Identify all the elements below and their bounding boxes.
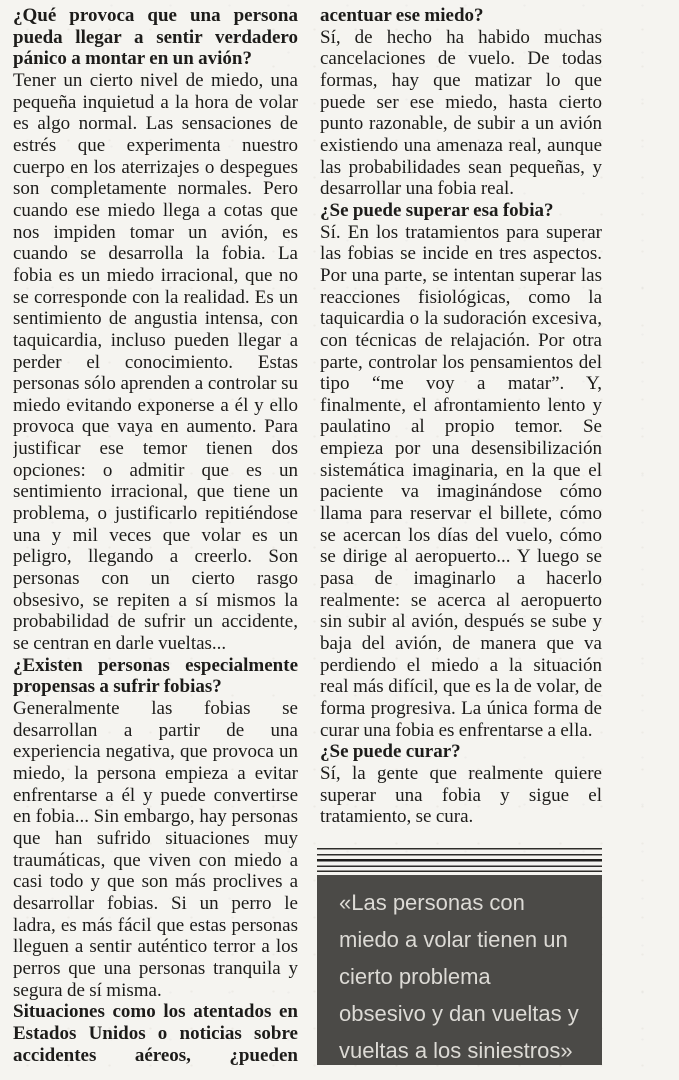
article-right-column — [320, 5, 602, 849]
article-left-column — [13, 5, 298, 1077]
question-1: ¿Qué provoca que una persona pueda llegar a sentir verdadero pánico a montar en un avión? — [13, 5, 298, 70]
pull-quote-line: vueltas a los siniestros» — [339, 1038, 573, 1063]
question-2: ¿Existen personas especialmente propensas a sufrir fobias? — [13, 654, 298, 698]
pull-quote-box — [317, 875, 602, 1065]
answer-4: Sí. En los tratamientos para superar las fobias se incide en tres aspectos. Por una parte, se intentan superar las reacciones fisiológicas, como la taquicardia o la sudoración excesiva, con técnicas de relajación. Por otra parte, controlar los pensamientos del tipo “me voy a matar”. Y, finalmente, el afrontamiento lento y paulatino al propio temor. Se empieza por una desensibilización sistemática imaginaria, en la que el paciente va imaginándose cómo llama para reservar el billete, cómo se acercan los días del vuelo, cómo se dirige al aeropuerto... Y luego se pasa de imaginarlo a hacerlo realmente: se acerca al aeropuerto sin subir al avión, después se sube y baja del avión, de manera que va perdiendo el miedo a la situación real más difícil, que es la de volar, de forma progresiva. La única forma de curar una fobia es enfrentarse a ella. — [320, 221, 602, 741]
answer-2: Generalmente las fobias se desarrollan a partir de una experiencia negativa, que provoca un miedo, la persona empieza a evitar enfrentarse a él y puede convertirse en fobia... Sin embargo, hay personas que han sufrido situaciones muy traumáticas, que viven con miedo a casi todo y que son más proclives a desarrollar fobias. Si un perro le ladra, es más fácil que estas personas lleguen a sentir auténtico terror a los perros que una personas tranquila y segura de sí misma. — [13, 698, 298, 1001]
question-3-start: Situaciones como los atentados en Estados Unidos o noticias sobre accidentes aéreos, ¿pueden — [13, 1001, 298, 1066]
answer-3: Sí, de hecho ha habido muchas cancelaciones de vuelo. De todas formas, hay que matizar lo que puede ser ese miedo, hasta cierto punto razonable, de subir a un avión existiendo una amenaza real, aunque las probabilidades sean pequeñas, y desarrollar una fobia real. — [320, 26, 602, 200]
section-divider-rules — [317, 848, 602, 872]
answer-5: Sí, la gente que realmente quiere superar una fobia y sigue el tratamiento, se cura. — [320, 762, 602, 828]
pull-quote-line: «Las personas con — [339, 890, 525, 915]
question-3-end: acentuar ese miedo? — [320, 5, 484, 26]
answer-1: Tener un cierto nivel de miedo, una pequeña inquietud a la hora de volar es algo normal. Las sensaciones de estrés que experimenta nuestro cuerpo en los aterrizajes o despegues son completamente normales. Pero cuando ese miedo llega a cotas que nos impiden tomar un avión, es cuando se desarrolla la fobia. La fobia es un miedo irracional, que no se corresponde con la realidad. Es un sentimiento de angustia intensa, con taquicardia, incluso pueden llegar a perder el conocimiento. Estas personas sólo aprenden a controlar su miedo evitando exponerse a él y ello provoca que vaya en aumento. Para justificar ese temor tienen dos opciones: o admitir que es un sentimiento irracional, que tiene un problema, o justificarlo repitiéndose una y mil veces que volar es un peligro, llegando a creerlo. Son personas con un cierto rasgo obsesivo, se repiten a sí mismos la probabilidad de sufrir un accidente, se centran en darle vueltas... — [13, 69, 298, 655]
pull-quote-line: cierto problema — [339, 964, 491, 989]
pull-quote-line: obsesivo y dan vueltas y — [339, 1001, 579, 1026]
pull-quote-line: miedo a volar tienen un — [339, 927, 568, 952]
question-4: ¿Se puede superar esa fobia? — [320, 199, 554, 221]
question-5: ¿Se puede curar? — [320, 741, 461, 763]
